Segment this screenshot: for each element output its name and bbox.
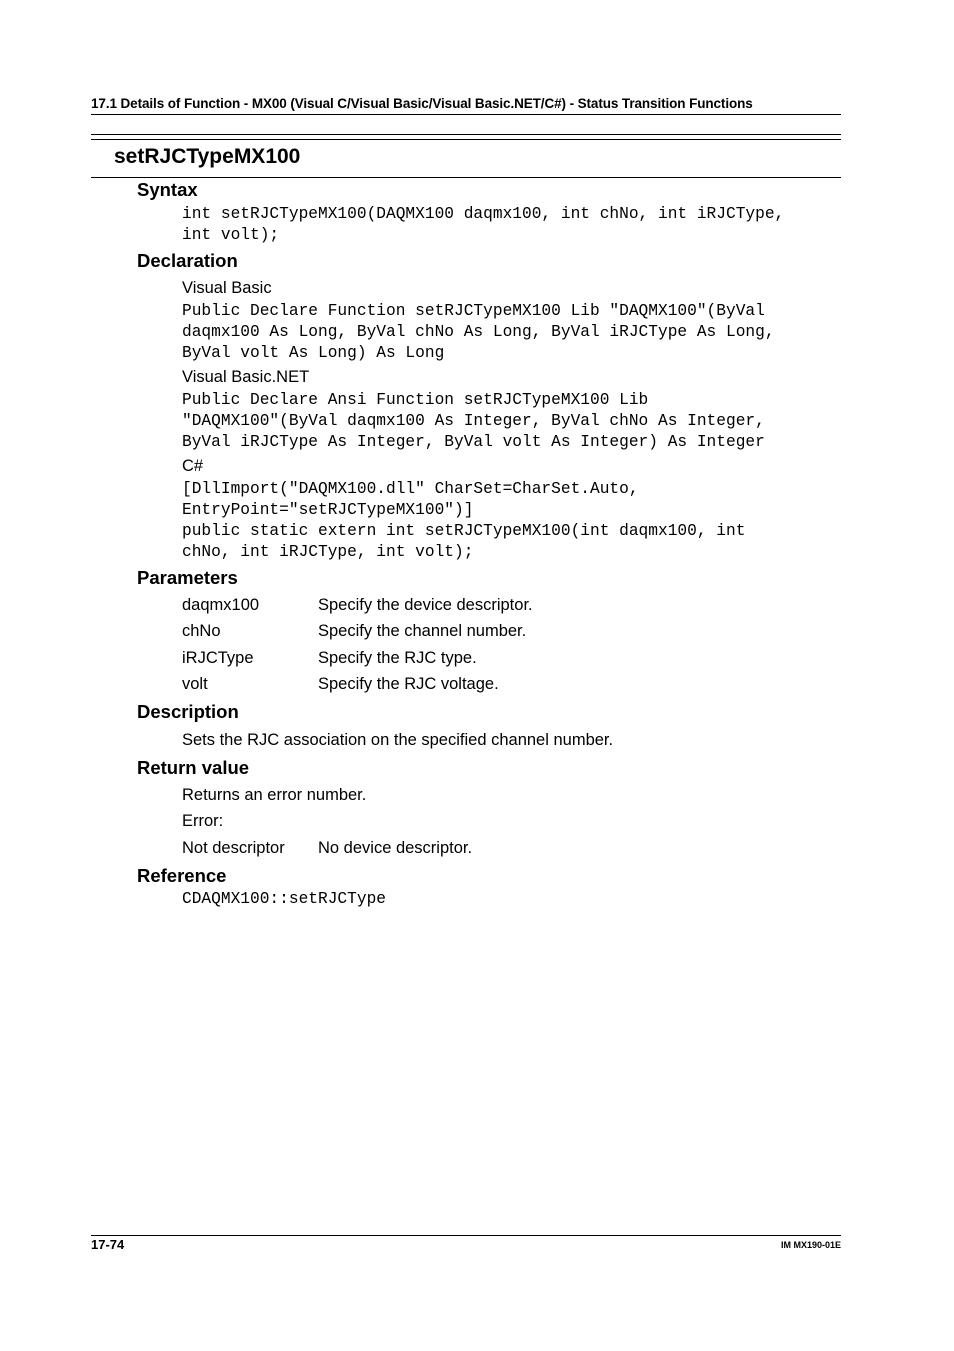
return-value-heading: Return value — [137, 757, 250, 778]
vb-code-line: daqmx100 As Long, ByVal chNo As Long, ByVal iRJCType As Long, — [182, 323, 775, 341]
vbnet-code-line: Public Declare Ansi Function setRJCTypeMX100 Lib — [182, 391, 649, 409]
cs-label: C# — [182, 457, 204, 475]
param-name: chNo — [182, 622, 221, 640]
parameters-heading: Parameters — [137, 567, 238, 588]
cs-code-line: chNo, int iRJCType, int volt); — [182, 543, 474, 561]
page-number: 17-74 — [91, 1237, 125, 1252]
param-name: iRJCType — [182, 649, 254, 667]
param-desc: Specify the RJC voltage. — [318, 675, 499, 693]
param-desc: Specify the channel number. — [318, 622, 527, 640]
error-name: Not descriptor — [182, 839, 285, 857]
description-text: Sets the RJC association on the specified channel number. — [182, 731, 614, 749]
cs-code-line: EntryPoint="setRJCTypeMX100")] — [182, 501, 474, 519]
cs-code-line: [DllImport("DAQMX100.dll" CharSet=CharSet.Auto, — [182, 480, 639, 498]
return-value-text: Returns an error number. — [182, 786, 367, 804]
title-top-rule-2 — [91, 139, 841, 140]
vbnet-code-line: ByVal iRJCType As Integer, ByVal volt As Integer) As Integer — [182, 433, 765, 451]
error-label: Error: — [182, 812, 224, 830]
doc-id: IM MX190-01E — [780, 1240, 841, 1250]
description-heading: Description — [137, 701, 239, 722]
syntax-heading: Syntax — [137, 179, 198, 200]
error-desc: No device descriptor. — [318, 839, 473, 857]
header-rule — [91, 114, 841, 115]
vb-label: Visual Basic — [182, 279, 272, 297]
vbnet-label: Visual Basic.NET — [182, 368, 310, 386]
param-desc: Specify the device descriptor. — [318, 596, 533, 614]
running-head: 17.1 Details of Function - MX00 (Visual C/Visual Basic/Visual Basic.NET/C#) - Status Transition Functions — [91, 96, 753, 111]
declaration-heading: Declaration — [137, 250, 238, 271]
syntax-code-line: int volt); — [182, 226, 280, 244]
param-desc: Specify the RJC type. — [318, 649, 477, 667]
vb-code-line: Public Declare Function setRJCTypeMX100 Lib "DAQMX100"(ByVal — [182, 302, 765, 320]
param-name: daqmx100 — [182, 596, 260, 614]
param-name: volt — [182, 675, 208, 693]
vbnet-code-line: "DAQMX100"(ByVal daqmx100 As Integer, ByVal chNo As Integer, — [182, 412, 765, 430]
reference-code: CDAQMX100::setRJCType — [182, 890, 386, 908]
footer-rule — [91, 1235, 841, 1236]
vb-code-line: ByVal volt As Long) As Long — [182, 344, 445, 362]
reference-heading: Reference — [137, 865, 227, 886]
cs-code-line: public static extern int setRJCTypeMX100(int daqmx100, int — [182, 522, 746, 540]
syntax-code-line: int setRJCTypeMX100(DAQMX100 daqmx100, int chNo, int iRJCType, — [182, 205, 785, 223]
function-title: setRJCTypeMX100 — [114, 145, 301, 168]
title-bottom-rule — [91, 177, 841, 178]
title-top-rule-1 — [91, 134, 841, 135]
